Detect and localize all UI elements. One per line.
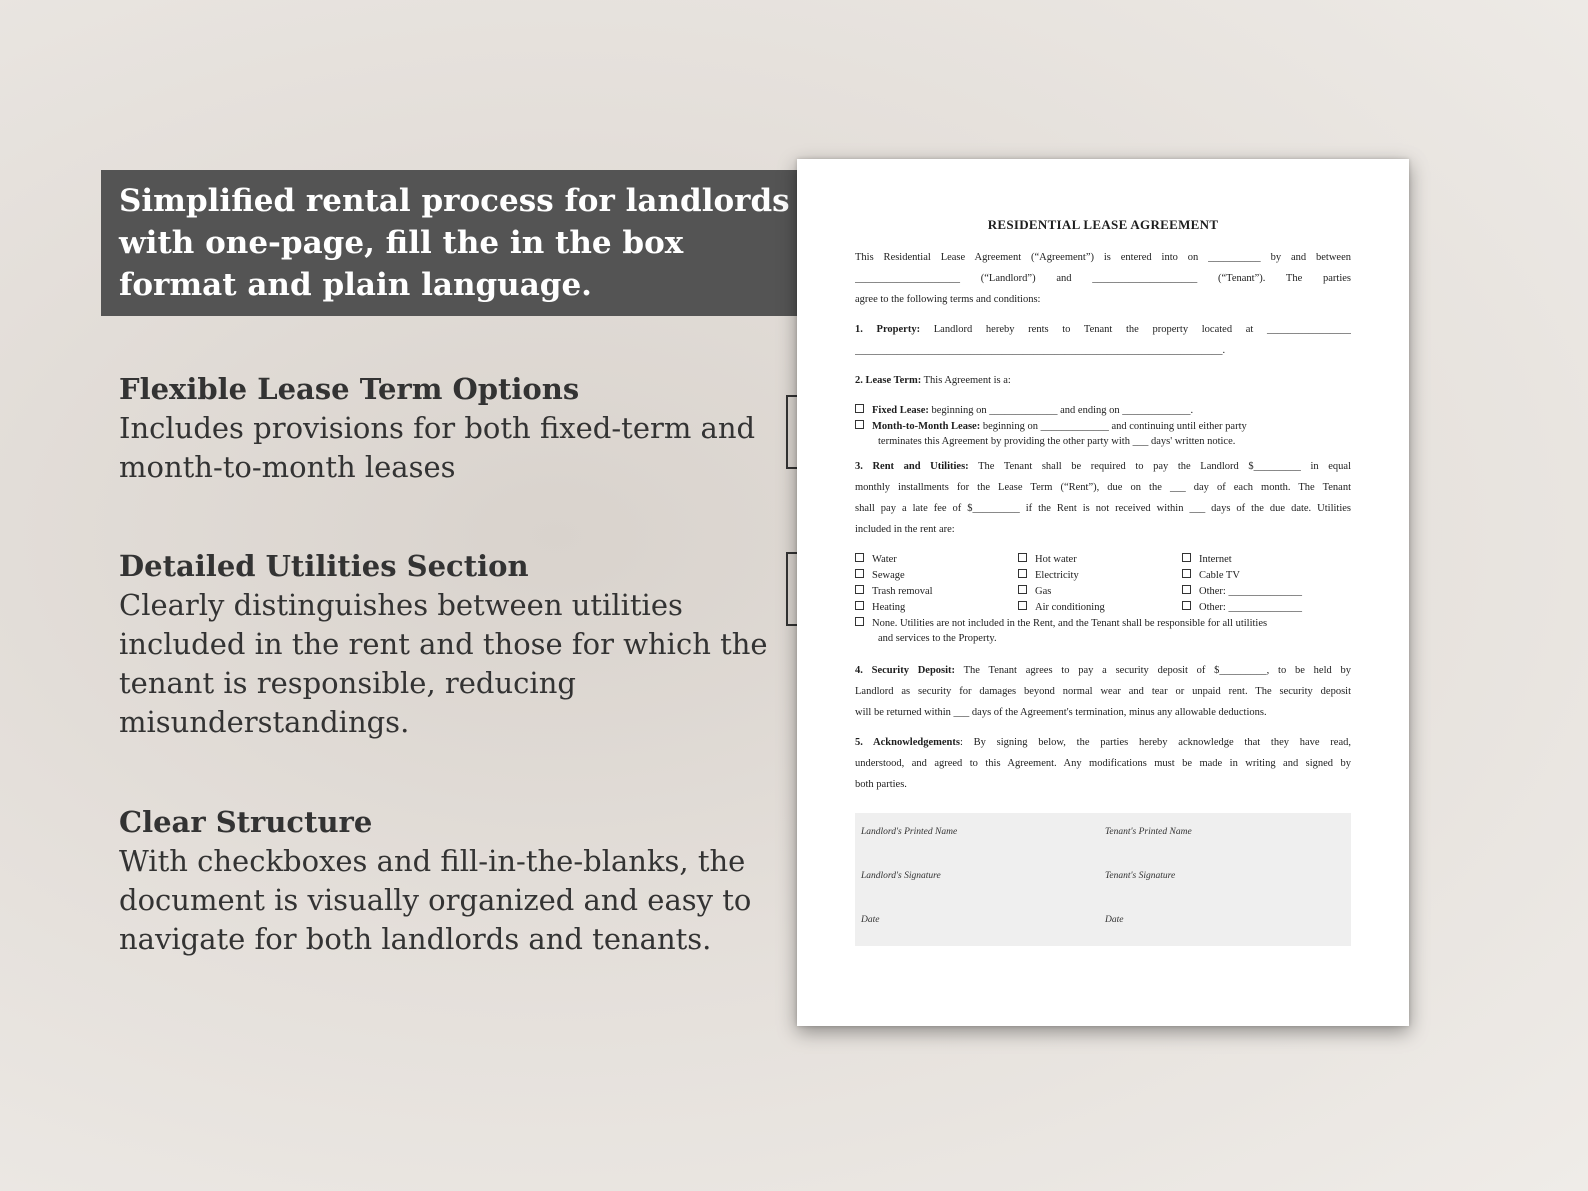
checkbox[interactable] xyxy=(1018,585,1027,594)
landlord-date-field[interactable]: Date xyxy=(861,915,880,925)
option-label: Month-to-Month Lease: xyxy=(872,421,981,432)
feature-text-line: Includes provisions for both fixed-term and xyxy=(119,411,756,445)
clause-label: 5. Acknowledgements xyxy=(855,737,960,748)
utility-label: Sewage xyxy=(872,570,905,581)
headline-banner xyxy=(101,170,801,316)
ack-clause xyxy=(855,737,1351,749)
rent-clause xyxy=(855,461,1351,473)
checkbox[interactable] xyxy=(855,569,864,578)
utility-label: Trash removal xyxy=(872,586,933,597)
clause-text: This Agreement is a: xyxy=(921,375,1011,386)
clause-label: 4. Security Deposit: xyxy=(855,665,956,676)
checkbox[interactable] xyxy=(1182,585,1191,594)
checkbox[interactable] xyxy=(855,585,864,594)
utility-label: Hot water xyxy=(1035,554,1077,565)
utility-label: None. Utilities are not included in the Rent, and the Tenant shall be responsible for all utilities xyxy=(872,618,1268,629)
option-text: beginning on _____________ and ending on _____________. xyxy=(928,405,1194,416)
feature-flexible-lease xyxy=(119,370,779,487)
rent-clause-line: included in the rent are: xyxy=(855,524,955,535)
clause-label: 1. Property: xyxy=(855,324,921,335)
feature-text-line: navigate for both landlords and tenants. xyxy=(119,922,712,956)
clause-text: Landlord hereby rents to Tenant the property located at ________________ xyxy=(920,324,1351,335)
headline-line: format and plain language. xyxy=(119,267,592,303)
signature-block xyxy=(855,813,1351,946)
rent-clause-line: shall pay a late fee of $_________ if the Rent is not received within ___ days of the due date. Utilities xyxy=(855,503,1351,514)
utility-label: Heating xyxy=(872,602,906,613)
utility-water[interactable] xyxy=(855,553,897,566)
utility-gas[interactable] xyxy=(1018,585,1051,598)
feature-text-line: document is visually organized and easy to xyxy=(119,883,752,917)
feature-text-line: misunderstandings. xyxy=(119,705,410,739)
month-to-month-text: terminates this Agreement by providing the other party with ___ days' written notice. xyxy=(878,436,1236,447)
utility-air-conditioning[interactable] xyxy=(1018,601,1105,614)
checkbox[interactable] xyxy=(1182,601,1191,610)
property-clause xyxy=(855,324,1351,336)
fixed-lease-option[interactable] xyxy=(855,404,1193,417)
checkbox[interactable] xyxy=(855,601,864,610)
intro-line: ____________________ (“Landlord”) and ____________________ (“Tenant”). The parties xyxy=(855,273,1351,284)
option-text: beginning on _____________ and continuing until either party xyxy=(980,421,1247,432)
ack-clause-line: understood, and agreed to this Agreement. Any modifications must be made in writing and signed by xyxy=(855,758,1351,769)
property-clause-line: ______________________________________________________________________. xyxy=(855,345,1226,356)
feature-text-line: With checkboxes and fill-in-the-blanks, the xyxy=(119,844,746,878)
clause-text: The Tenant agrees to pay a security deposit of $_________, to be held by xyxy=(955,665,1351,676)
utility-label: Cable TV xyxy=(1199,570,1240,581)
clause-label: 3. Rent and Utilities: xyxy=(855,461,969,472)
checkbox[interactable] xyxy=(1018,569,1027,578)
clause-text: The Tenant shall be required to pay the Landlord $_________ in equal xyxy=(968,461,1351,472)
intro-line: This Residential Lease Agreement (“Agreement”) is entered into on __________ by and between xyxy=(855,252,1351,263)
clause-label: 2. Lease Term: xyxy=(855,375,922,386)
option-label: Fixed Lease: xyxy=(872,405,929,416)
utility-label: Electricity xyxy=(1035,570,1079,581)
utility-label: Air conditioning xyxy=(1035,602,1105,613)
headline-line: Simplified rental process for landlords xyxy=(119,183,790,219)
utility-other[interactable] xyxy=(1182,601,1302,614)
intro-line: agree to the following terms and conditions: xyxy=(855,294,1041,305)
headline-line: with one-page, fill the in the box xyxy=(119,225,684,261)
utility-none-text: and services to the Property. xyxy=(878,633,997,644)
feature-title: Detailed Utilities Section xyxy=(119,549,529,583)
utility-label: Other: ______________ xyxy=(1199,586,1302,597)
utility-label: Other: ______________ xyxy=(1199,602,1302,613)
utility-electricity[interactable] xyxy=(1018,569,1079,582)
feature-utilities xyxy=(119,547,779,742)
clause-text: : By signing below, the parties hereby acknowledge that they have read, xyxy=(959,737,1351,748)
utility-label: Water xyxy=(872,554,897,565)
landlord-signature-field[interactable]: Landlord's Signature xyxy=(861,871,941,881)
feature-text-line: month-to-month leases xyxy=(119,450,456,484)
utility-none[interactable] xyxy=(855,617,1267,630)
utility-sewage[interactable] xyxy=(855,569,905,582)
ack-clause-line: both parties. xyxy=(855,779,907,790)
checkbox[interactable] xyxy=(1018,553,1027,562)
lease-document-page xyxy=(797,159,1409,1026)
month-to-month-option[interactable] xyxy=(855,420,1351,433)
feature-title: Flexible Lease Term Options xyxy=(119,372,580,406)
utility-internet[interactable] xyxy=(1182,553,1232,566)
feature-text-line: tenant is responsible, reducing xyxy=(119,666,576,700)
tenant-signature-field[interactable]: Tenant's Signature xyxy=(1105,871,1176,881)
utility-label: Gas xyxy=(1035,586,1052,597)
landlord-printed-name-field[interactable]: Landlord's Printed Name xyxy=(861,827,958,837)
deposit-clause-line: will be returned within ___ days of the Agreement's termination, minus any allowable deductions. xyxy=(855,707,1267,718)
document-title: RESIDENTIAL LEASE AGREEMENT xyxy=(987,217,1219,232)
lease-term-clause xyxy=(855,375,1351,387)
checkbox[interactable] xyxy=(855,553,864,562)
deposit-clause xyxy=(855,665,1351,677)
tenant-date-field[interactable]: Date xyxy=(1105,915,1124,925)
feature-title: Clear Structure xyxy=(119,805,373,839)
utility-other[interactable] xyxy=(1182,585,1302,598)
checkbox[interactable] xyxy=(855,404,864,413)
feature-text-line: Clearly distinguishes between utilities xyxy=(119,588,683,622)
feature-clear-structure xyxy=(119,803,779,959)
utility-label: Internet xyxy=(1199,554,1232,565)
utility-heating[interactable] xyxy=(855,601,905,614)
checkbox[interactable] xyxy=(1182,553,1191,562)
utility-hot-water[interactable] xyxy=(1018,553,1077,566)
feature-text-line: included in the rent and those for which the xyxy=(119,627,768,661)
checkbox[interactable] xyxy=(1018,601,1027,610)
utility-cable-tv[interactable] xyxy=(1182,569,1240,582)
checkbox[interactable] xyxy=(855,420,864,429)
checkbox[interactable] xyxy=(855,617,864,626)
deposit-clause-line: Landlord as security for damages beyond normal wear and tear or unpaid rent. The security deposit xyxy=(855,686,1351,697)
tenant-printed-name-field[interactable]: Tenant's Printed Name xyxy=(1105,827,1192,837)
checkbox[interactable] xyxy=(1182,569,1191,578)
rent-clause-line: monthly installments for the Lease Term (“Rent”), due on the ___ day of each month. The Tenant xyxy=(855,482,1351,493)
utility-trash[interactable] xyxy=(855,585,933,598)
